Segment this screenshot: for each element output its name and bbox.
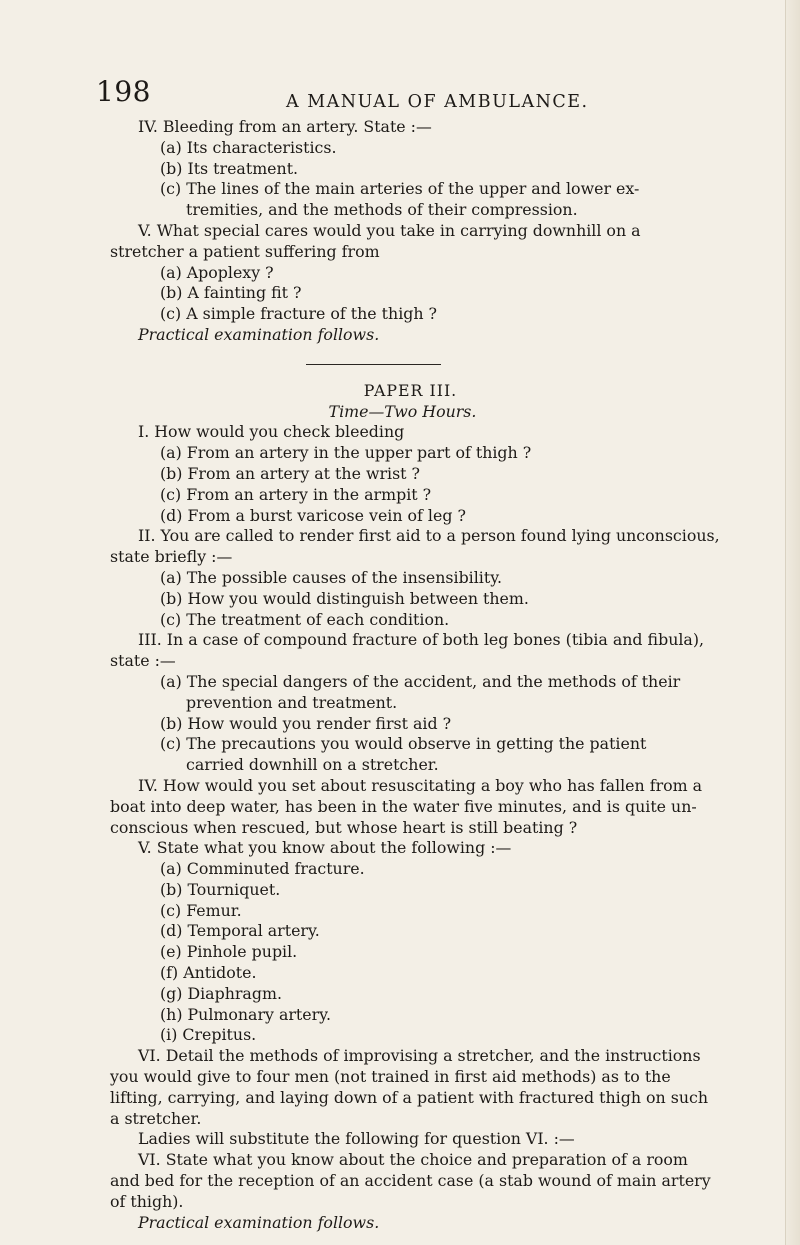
- definition-item: (d) Temporal artery.: [160, 921, 320, 941]
- question-vi-continued: you would give to four men (not trained in first aid methods) as to the: [110, 1067, 671, 1087]
- paper-title: PAPER III.: [363, 380, 458, 400]
- question-vi-continued: a stretcher.: [110, 1108, 202, 1128]
- page-number: 198: [96, 75, 151, 108]
- sub-item: (c) A simple fracture of the thigh ?: [160, 304, 438, 324]
- question-ii-continued: state briefly :—: [110, 547, 233, 567]
- sub-item: (d) From a burst varicose vein of leg ?: [160, 505, 466, 525]
- definition-item: (h) Pulmonary artery.: [160, 1004, 332, 1024]
- question-iv: IV. How would you set about resuscitating a boy who has fallen from a: [138, 775, 703, 795]
- sub-item: (c) The precautions you would observe in getting the patient: [160, 734, 647, 754]
- paper-time: Time—Two Hours.: [328, 401, 477, 421]
- question-iv-intro: IV. Bleeding from an artery. State :—: [138, 117, 432, 136]
- sub-item: (a) From an artery in the upper part of thigh ?: [160, 443, 532, 463]
- definition-item: (e) Pinhole pupil.: [160, 942, 298, 962]
- definition-item: (b) Tourniquet.: [160, 879, 281, 899]
- sub-item: (b) Its treatment.: [160, 158, 299, 178]
- page-edge: [785, 0, 800, 1245]
- question-vi-continued: lifting, carrying, and laying down of a patient with fractured thigh on such: [110, 1087, 709, 1107]
- definition-item: (c) Femur.: [160, 900, 242, 920]
- sub-item: (b) A fainting fit ?: [160, 283, 302, 303]
- sub-item-continued: tremities, and the methods of their compression.: [186, 200, 578, 220]
- question-vi-alternative-continued: of thigh).: [110, 1191, 184, 1211]
- sub-item: (a) Its characteristics.: [160, 137, 337, 157]
- practical-note: Practical examination follows.: [138, 1212, 380, 1232]
- sub-item: (a) The possible causes of the insensibility.: [160, 567, 503, 587]
- ladies-note: Ladies will substitute the following for question VI. :—: [138, 1129, 575, 1149]
- section-divider: [306, 364, 441, 365]
- sub-item: (c) From an artery in the armpit ?: [160, 484, 432, 504]
- question-vi: VI. Detail the methods of improvising a stretcher, and the instructions: [138, 1046, 701, 1066]
- sub-item: (b) How would you render first aid ?: [160, 713, 452, 733]
- question-iv-continued: boat into deep water, has been in the water five minutes, and is quite un-: [110, 796, 697, 816]
- sub-item: (c) The lines of the main arteries of the upper and lower ex-: [160, 179, 640, 199]
- sub-item-continued: prevention and treatment.: [186, 692, 398, 712]
- definition-item: (a) Comminuted fracture.: [160, 859, 365, 879]
- question-iii-continued: state :—: [110, 651, 176, 671]
- question-v: V. State what you know about the following :—: [138, 838, 512, 858]
- question-ii: II. You are called to render first aid to a person found lying unconscious,: [138, 526, 720, 546]
- running-head: A MANUAL OF AMBULANCE.: [286, 92, 589, 112]
- sub-item: (b) From an artery at the wrist ?: [160, 463, 421, 483]
- definition-item: (f) Antidote.: [160, 963, 257, 983]
- page-header: [96, 75, 736, 115]
- question-v-continued: stretcher a patient suffering from: [110, 241, 380, 261]
- sub-item-continued: carried downhill on a stretcher.: [186, 755, 439, 775]
- question-v: V. What special cares would you take in carrying downhill on a: [138, 220, 641, 240]
- question-i: I. How would you check bleeding: [138, 422, 405, 442]
- question-iv-continued: conscious when rescued, but whose heart is still beating ?: [110, 817, 578, 837]
- question-vi-alternative: VI. State what you know about the choice and preparation of a room: [138, 1150, 688, 1170]
- definition-item: (g) Diaphragm.: [160, 983, 282, 1003]
- question-iii: III. In a case of compound fracture of both leg bones (tibia and fibula),: [138, 630, 705, 650]
- sub-item: (b) How you would distinguish between them.: [160, 588, 529, 608]
- page-body: [110, 117, 735, 1233]
- question-vi-alternative-continued: and bed for the reception of an accident case (a stab wound of main artery: [110, 1171, 711, 1191]
- practical-note: Practical examination follows.: [138, 324, 380, 344]
- definition-item: (i) Crepitus.: [160, 1025, 257, 1045]
- sub-item: (a) Apoplexy ?: [160, 262, 274, 282]
- sub-item: (c) The treatment of each condition.: [160, 609, 450, 629]
- sub-item: (a) The special dangers of the accident, and the methods of their: [160, 671, 681, 691]
